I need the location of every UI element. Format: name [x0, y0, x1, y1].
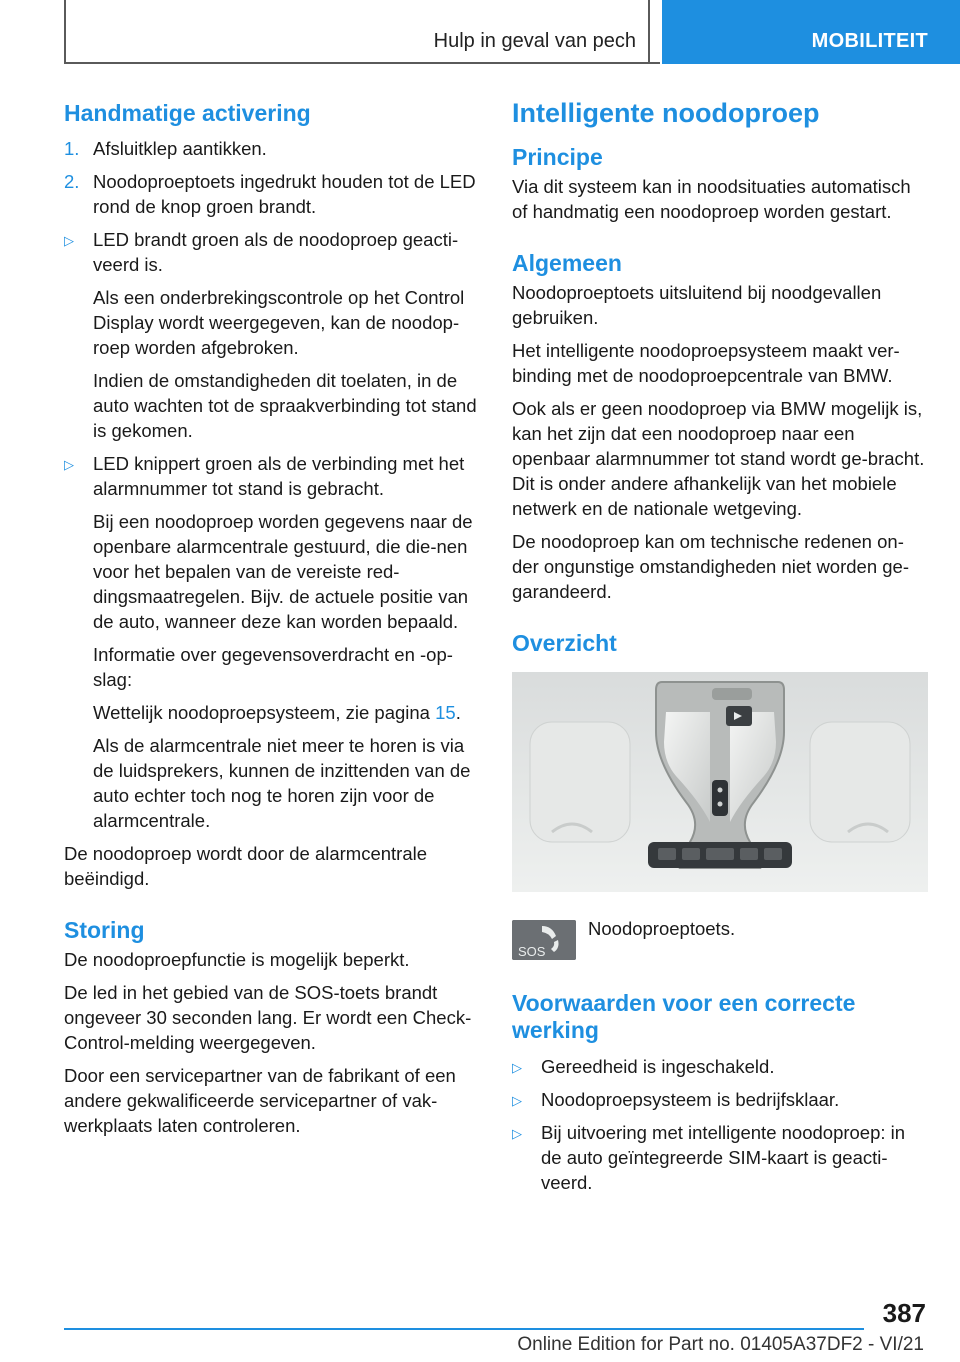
- paragraph: De led in het gebied van de SOS-toets brandt ongeveer 30 seconden lang. Er wordt een Check-Control-melding weergegeven.: [64, 982, 472, 1053]
- bullet-text: LED knippert groen als de verbinding met het alarmnummer tot stand is gebracht.: [93, 453, 465, 499]
- callout-label: Noodoproeptoets.: [588, 918, 736, 939]
- bullet-item: [64, 227, 482, 277]
- paragraph-text: Wettelijk noodoproepsysteem, zie pagina: [93, 702, 436, 723]
- paragraph: Indien de omstandigheden dit toelaten, in de auto wachten tot de spraakverbinding tot stand is gekomen.: [93, 370, 477, 441]
- chapter-tab-label: MOBILITEIT: [811, 30, 928, 52]
- chapter-tab: [662, 0, 960, 64]
- heading-conditions: Voorwaarden voor een correcte werking: [512, 990, 856, 1043]
- header-frame-bottom: [64, 62, 660, 64]
- paragraph: Ook als er geen noodoproep via BMW mogelijk is, kan het zijn dat een noodoproep naar een openbaar alarmnummer tot stand wordt ge‐bracht. Dit is onder andere afhankelijk van het mobiele netwerk en de nationale wetgeving.: [512, 398, 925, 519]
- paragraph: Door een servicepartner van de fabrikant of een andere gekwalificeerde servicepartner of vak‐werkplaats laten controleren.: [64, 1065, 456, 1136]
- paragraph: Bij een noodoproep worden gegevens naar de openbare alarmcentrale gestuurd, die die‐nen voor het bepalen van de vereiste red‐dingsmaatregelen. Bijv. de actuele positie van de auto, wanneer deze kan worden bepaald.: [93, 511, 473, 632]
- right-column: [512, 98, 930, 1203]
- footer-divider: [64, 1328, 864, 1330]
- section-title: Hulp in geval van pech: [433, 30, 636, 52]
- bullet-item: [512, 1087, 930, 1112]
- paragraph: Noodoproeptoets uitsluitend bij noodgevallen gebruiken.: [512, 282, 882, 328]
- triangle-right-icon: ▷: [64, 233, 74, 248]
- bullet-item: [64, 451, 482, 501]
- paragraph-with-link: [64, 700, 482, 725]
- heading-intelligent-emergency-call: Intelligente noodoproep: [512, 98, 820, 128]
- page-link[interactable]: 15: [435, 702, 456, 723]
- paragraph: De noodoproep kan om technische redenen on‐der ongunstige omstandigheden niet worden ge‐garandeerd.: [512, 531, 910, 602]
- heading-manual-activation: Handmatige activering: [64, 100, 311, 126]
- bullet-text: LED brandt groen als de noodoproep geacti‐veerd is.: [93, 229, 459, 275]
- paragraph: Via dit systeem kan in noodsituaties automatisch of handmatig een noodoproep worden gestart.: [512, 176, 911, 222]
- sos-icon-text: SOS: [518, 944, 546, 959]
- step-number: 1.: [64, 138, 80, 159]
- header-frame-right: [648, 0, 650, 64]
- bullet-text: Noodoproepsysteem is bedrijfsklaar.: [541, 1089, 840, 1110]
- triangle-right-icon: ▷: [64, 457, 74, 472]
- heading-overview: Overzicht: [512, 630, 617, 656]
- header-frame-left: [64, 0, 66, 64]
- heading-general: Algemeen: [512, 250, 622, 276]
- sos-phone-icon: [512, 920, 576, 960]
- paragraph: Het intelligente noodoproepsysteem maakt ver‐binding met de noodoproepcentrale van BMW.: [512, 340, 900, 386]
- heading-fault: Storing: [64, 917, 145, 943]
- paragraph: De noodoproepfunctie is mogelijk beperkt.: [64, 949, 410, 970]
- overhead-console-image: [512, 672, 928, 892]
- paragraph-text: .: [455, 702, 461, 723]
- paragraph: Informatie over gegevensoverdracht en -op‐slag:: [93, 644, 453, 690]
- step-text: Afsluitklep aantikken.: [93, 138, 267, 159]
- paragraph: Als een onderbrekingscontrole op het Control Display wordt weergegeven, kan de noodop‐roep worden afgebroken.: [93, 287, 465, 358]
- paragraph: Als de alarmcentrale niet meer te horen is via de luidsprekers, kunnen de inzittenden van de auto echter toch nog te horen zijn voor de alarmcentrale.: [93, 735, 471, 831]
- paragraph: De noodoproep wordt door de alarmcentrale beëindigd.: [64, 843, 428, 889]
- bullet-text: Bij uitvoering met intelligente noodoproep: in de auto geïntegreerde SIM-kaart is geacti‐veerd.: [541, 1122, 906, 1193]
- heading-principle: Principe: [512, 144, 603, 170]
- edition-text: Online Edition for Part no. 01405A37DF2 - VI/21: [517, 1334, 924, 1355]
- step-text: Noodoproeptoets ingedrukt houden tot de LED rond de knop groen brandt.: [93, 171, 476, 217]
- triangle-right-icon: ▷: [512, 1093, 522, 1108]
- step-item: [64, 169, 482, 219]
- page-number: 387: [882, 1298, 926, 1328]
- bullet-item: [512, 1054, 930, 1079]
- step-item: [64, 136, 482, 161]
- sos-callout: [512, 916, 930, 966]
- left-column: [64, 98, 482, 1146]
- triangle-right-icon: ▷: [512, 1126, 522, 1141]
- step-number: 2.: [64, 171, 80, 192]
- bullet-text: Gereedheid is ingeschakeld.: [541, 1056, 775, 1077]
- triangle-right-icon: ▷: [512, 1060, 522, 1075]
- bullet-item: [512, 1120, 930, 1195]
